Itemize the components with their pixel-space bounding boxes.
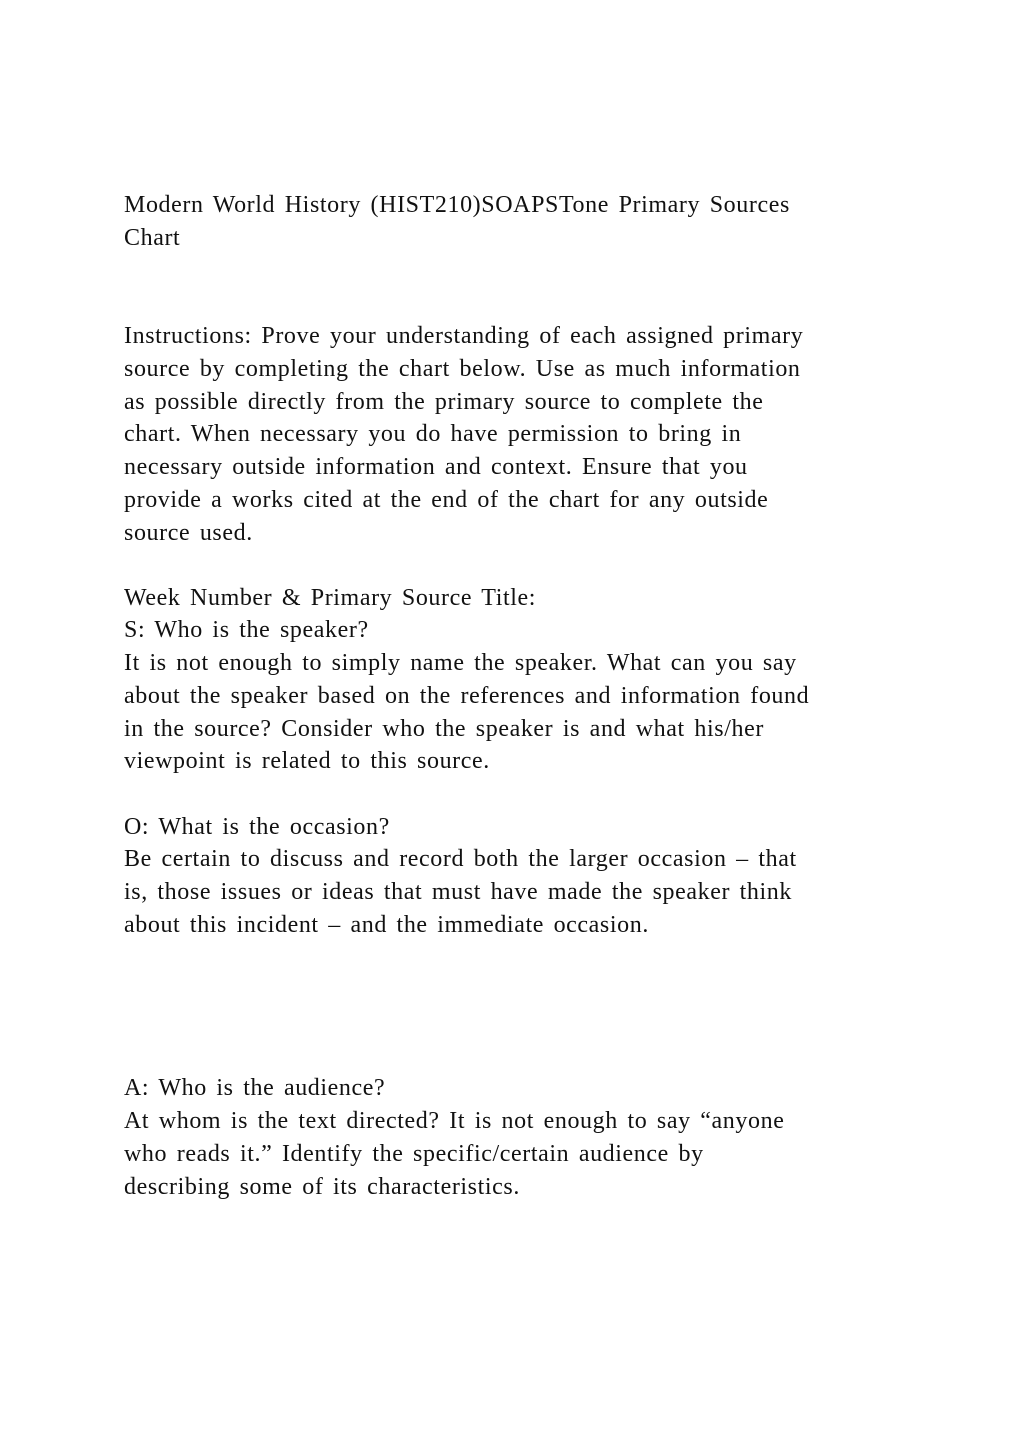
instructions-line-1: Instructions: Prove your understanding of each assigned primary bbox=[124, 323, 804, 349]
audience-heading: A: Who is the audience? bbox=[124, 1075, 386, 1101]
instructions-line-3: as possible directly from the primary source to complete the bbox=[124, 389, 764, 415]
occasion-heading: O: What is the occasion? bbox=[124, 814, 390, 840]
audience-body-line-3: describing some of its characteristics. bbox=[124, 1174, 520, 1200]
speaker-heading: S: Who is the speaker? bbox=[124, 617, 369, 643]
instructions-line-2: source by completing the chart below. Use as much information bbox=[124, 356, 801, 382]
audience-body-line-1: At whom is the text directed? It is not enough to say “anyone bbox=[124, 1108, 785, 1134]
instructions-line-4: chart. When necessary you do have permission to bring in bbox=[124, 421, 742, 447]
instructions-line-6: provide a works cited at the end of the chart for any outside bbox=[124, 487, 769, 513]
speaker-body-line-4: viewpoint is related to this source. bbox=[124, 748, 490, 774]
week-title-label: Week Number & Primary Source Title: bbox=[124, 585, 537, 611]
instructions-line-7: source used. bbox=[124, 520, 253, 546]
speaker-body-line-1: It is not enough to simply name the speaker. What can you say bbox=[124, 650, 797, 676]
occasion-body-line-1: Be certain to discuss and record both the larger occasion – that bbox=[124, 846, 797, 872]
speaker-body-line-2: about the speaker based on the references and information found bbox=[124, 683, 810, 709]
occasion-body-line-2: is, those issues or ideas that must have made the speaker think bbox=[124, 879, 792, 905]
occasion-body-line-3: about this incident – and the immediate occasion. bbox=[124, 912, 649, 938]
instructions-line-5: necessary outside information and context. Ensure that you bbox=[124, 454, 748, 480]
speaker-body-line-3: in the source? Consider who the speaker is and what his/her bbox=[124, 716, 764, 742]
document-title-line-2: Chart bbox=[124, 225, 181, 251]
audience-body-line-2: who reads it.” Identify the specific/certain audience by bbox=[124, 1141, 704, 1167]
document-title-line-1: Modern World History (HIST210)SOAPSTone Primary Sources bbox=[124, 192, 790, 218]
